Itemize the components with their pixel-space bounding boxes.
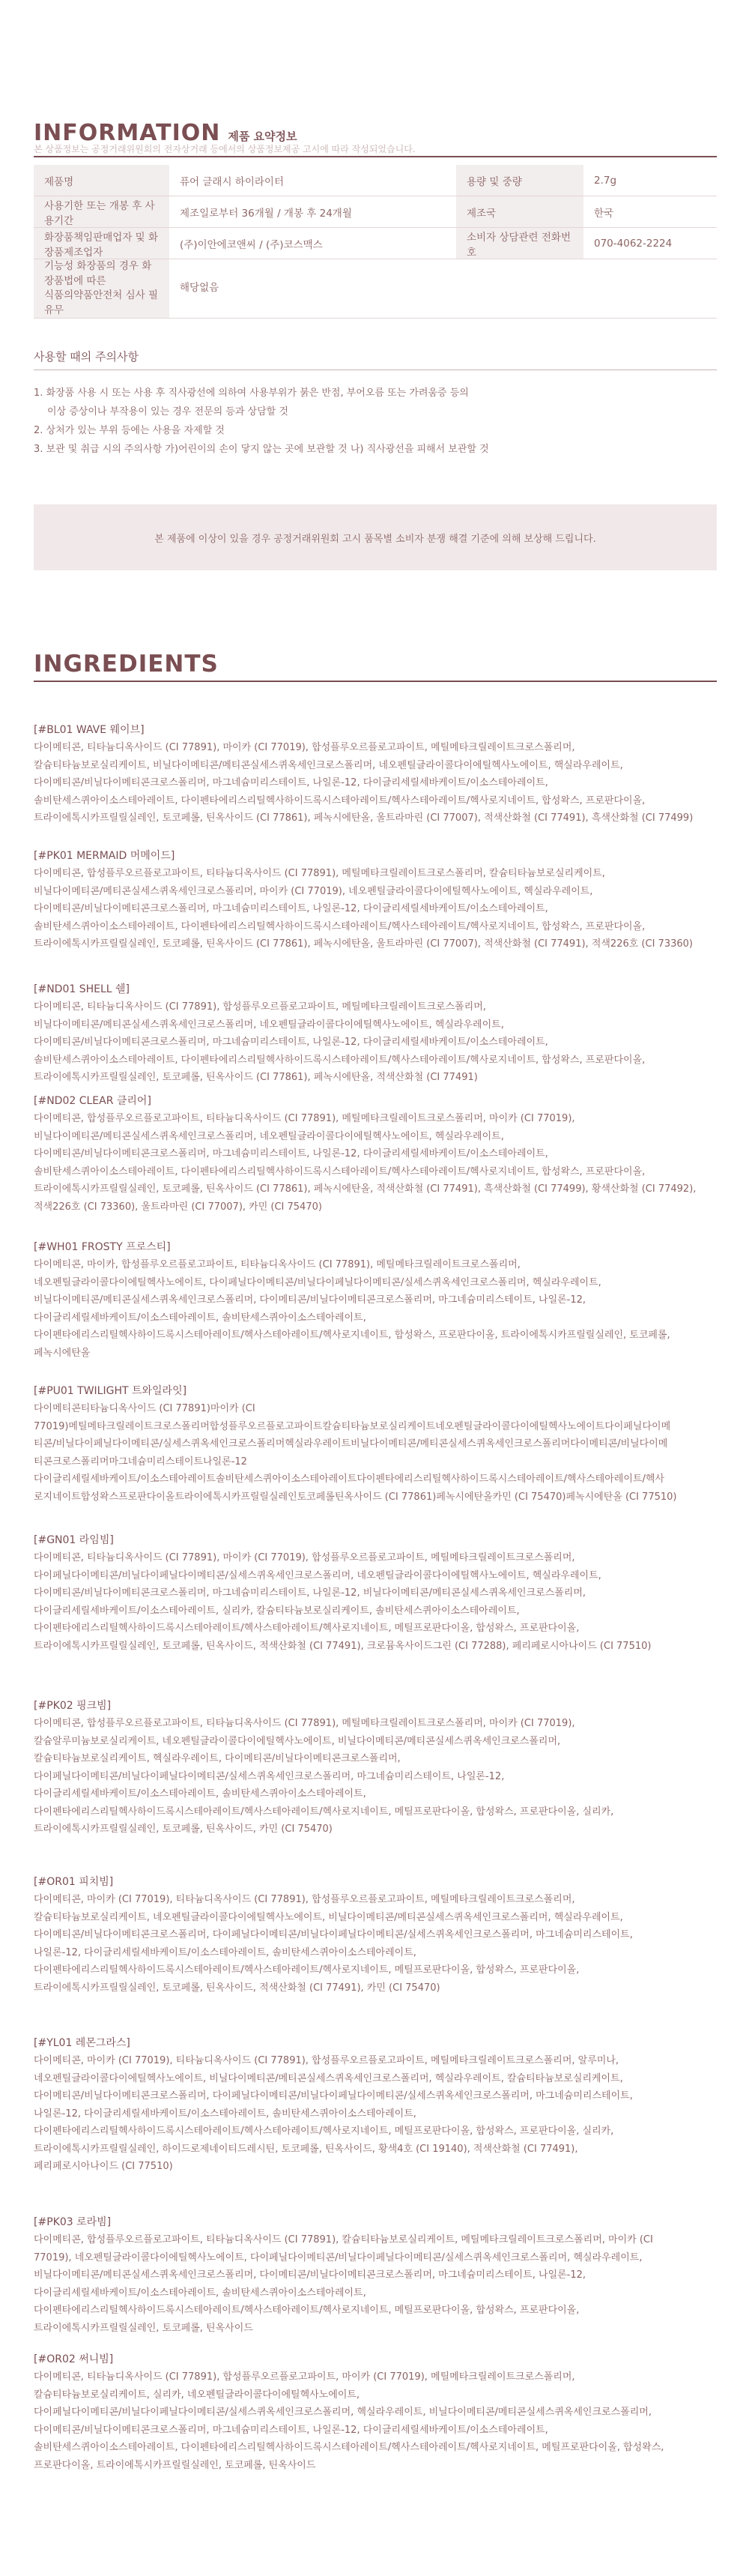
ingredient-block [34,1382,717,1506]
ingredient-line: 다이펜타에리스리틸헥사하이드록시스테아레이트/헥사스테아레이트/헥사로지네이트, 합성왁스, 프로판다이올, 트라이에톡시카프릴릴실레인, 토코페롤, [34,1330,670,1341]
info-label: 제품명 [34,165,169,196]
ingredient-line: 나일론-12, 다이글리세릴세바케이트/이소스테아레이트, 솔비탄세스퀴아이소스테아레이트, [34,1946,416,1958]
information-subtitle: 제품 요약정보 [228,130,297,143]
info-value: 2.7g [583,165,717,196]
info-label: 용량 및 중량 [456,165,583,196]
ingredient-line: 다이페닐다이메티콘/비닐다이페닐다이메티콘/실세스퀴옥세인크로스폴리머, 마그네슘미리스테이트, 나일론-12, [34,1770,505,1782]
ingredient-line: 다이메티콘/비닐다이메티콘크로스폴리머, 마그네슘미리스테이트, 나일론-12, 다이글리세릴세바케이트/이소스테아레이트, [34,2424,548,2436]
info-value: 한국 [583,196,717,228]
info-row [34,228,717,259]
info-value: 퓨어 글래시 하이라이터 [169,165,456,196]
info-value: 070-4062-2224 [583,228,717,259]
information-title: INFORMATION [34,120,221,146]
info-row [34,259,717,319]
ingredient-line: 다이펜타에리스리틸헥사하이드록시스테아레이트/헥사스테아레이트/헥사로지네이트, 메틸프로판다이올, 합성왁스, 프로판다이올, [34,1964,580,1976]
ingredient-line: 적색226호 (CI 73360), 울트라마린 (CI 77007), 카민 (CI 75470) [34,1201,322,1213]
ingredient-block [34,1873,717,1997]
ingredient-line: 트라이에톡시카프릴릴실레인, 토코페롤, 틴옥사이드, 적색산화철 (CI 77491), 크로뮴옥사이드그린 (CI 77288), 페리페로시아나이드 (CI 77510) [34,1640,652,1652]
ingredient-line: 다이메티콘/비닐다이메티콘크로스폴리머, 다이페닐다이메티콘/비닐다이페닐다이메티콘/실세스퀴옥세인크로스폴리머, 마그네슘미리스테이트, [34,2090,633,2102]
ingredient-line: 다이메티콘, 마이카, 합성플루오르플로고파이트, 티타늄디옥사이드 (CI 77891), 메틸메타크릴레이트크로스폴리머, [34,1259,521,1270]
ingredient-line: 다이메티콘, 합성플루오르플로고파이트, 티타늄디옥사이드 (CI 77891), 메틸메타크릴레이트크로스폴리머, 마이카 (CI 77019), [34,1718,575,1729]
ingredient-line: 다이펜타에리스리틸헥사하이드록시스테아레이트/헥사스테아레이트/헥사로지네이트, 메틸프로판다이올, 합성왁스, 프로판다이올, [34,1623,580,1634]
caution-list [34,384,708,459]
ingredient-line: 다이메티콘/비닐다이메티콘크로스폴리머, 마그네슘미리스테이트, 나일론-12, 다이글리세릴세바케이트/이소스테아레이트, [34,903,548,914]
ingredient-line: 다이글리세릴세바케이트/이소스테아레이트, 솔비탄세스퀴아이소스테아레이트, [34,2287,366,2299]
ingredient-line: 다이메티콘, 합성플루오르플로고파이트, 티타늄디옥사이드 (CI 77891), 메틸메타크릴레이트크로스폴리머, 칼슘티타늄보로실리케이트, [34,868,605,879]
ingredient-line: 프로판다이올, 트라이에톡시카프릴릴실레인, 토코페롤, 틴옥사이드 [34,2459,316,2471]
ingredient-block [34,847,717,953]
information-table [34,165,717,319]
ingredient-line: 다이글리세릴세바케이트/이소스테아레이트, 솔비탄세스퀴아이소스테아레이트, [34,1312,366,1324]
ingredient-line: 비닐다이메티콘/메티콘실세스퀴옥세인크로스폴리머, 다이메티콘/비닐다이메티콘크로스폴리머, 마그네슘미리스테이트, 나일론-12, [34,2269,586,2281]
ingredient-line: 비닐다이메티콘/메티콘실세스퀴옥세인크로스폴리머, 네오펜틸글라이콜다이에틸헥사노에이트, 헥실라우레이트, [34,1130,504,1142]
ingredient-line: 트라이에톡시카프릴릴실레인, 토코페롤, 틴옥사이드 (CI 77861), 페녹시에탄올, 적색산화철 (CI 77491), 흑색산화철 (CI 77499), 황색산화철 (CI 77492), [34,1183,697,1195]
info-empty-cell [456,259,583,319]
ingredient-line: 칼슘알루미늄보로실리케이트, 네오펜틸글라이콜다이에틸헥사노에이트, 비닐다이메티콘/메티콘실세스퀴옥세인크로스폴리머, [34,1735,561,1747]
information-note: 본 상품정보는 공정거래위원회의 전자상거래 등에서의 상품정보제공 고시에 따라 작성되었습니다. [34,144,416,154]
ingredient-line: 다이메티콘/비닐다이메티콘크로스폴리머, 마그네슘미리스테이트, 나일론-12, 다이글리세릴세바케이트/이소스테아레이트, [34,1037,548,1048]
ingredient-line: 다이메티콘/비닐다이메티콘크로스폴리머, 마그네슘미리스테이트, 나일론-12, 비닐다이메티콘/메티콘실세스퀴옥세인크로스폴리머, [34,1587,586,1599]
ingredient-shade-name: [#OR01 피치빔] [34,1876,114,1888]
ingredient-line: 트라이에톡시카프릴릴실레인, 토코페롤, 틴옥사이드 [34,2322,253,2334]
ingredient-line: 네오펜틸글라이콜다이에틸헥사노에이트, 다이페닐다이메티콘/비닐다이페닐다이메티콘/실세스퀴옥세인크로스폴리머, 헥실라우레이트, [34,1276,601,1288]
ingredient-shade-name: [#PU01 TWILIGHT 트와일라잇] [34,1385,187,1397]
ingredient-shade-name: [#PK03 로라빔] [34,2216,112,2228]
ingredient-line: 다이메티콘, 티타늄디옥사이드 (CI 77891), 마이카 (CI 77019), 합성플루오르플로고파이트, 메틸메타크릴레이트크로스폴리머, [34,1552,575,1563]
ingredient-block [34,2350,717,2474]
ingredient-shade-name: [#ND01 SHELL 쉘] [34,983,130,995]
ingredient-line: 다이글리세릴세바케이트/이소스테아레이트, 실리카, 칼슘티타늄보로실리케이트, 솔비탄세스퀴아이소스테아레이트, [34,1605,520,1617]
ingredient-shade-name: [#PK01 MERMAID 머메이드] [34,850,175,862]
ingredient-line: 로지네이트합성왁스프로판다이올트라이에톡시카프릴릴실레인토코페롤틴옥사이드 (CI 77861)페녹시에탄올카민 (CI 75470)페녹시에탄올 (CI 77510) [34,1491,677,1503]
info-row [34,165,717,196]
ingredient-block [34,1697,717,1839]
ingredient-line: 다이메티콘티타늄디옥사이드 (CI 77891)마이카 (CI [34,1403,255,1414]
ingredients-divider [34,681,717,682]
caution-divider [34,369,717,370]
ingredient-line: 다이메티콘, 마이카 (CI 77019), 티타늄디옥사이드 (CI 77891), 합성플루오르플로고파이트, 메틸메타크릴레이트크로스폴리머, [34,1894,575,1905]
info-row [34,196,717,228]
ingredient-line: 칼슘티타늄보로실리케이트, 네오펜틸글라이콜다이에틸헥사노에이트, 비닐다이메티콘/메티콘실세스퀴옥세인크로스폴리머, 헥실라우레이트, [34,1911,623,1923]
ingredient-line: 다이페닐다이메티콘/비닐다이페닐다이메티콘/실세스퀴옥세인크로스폴리머, 네오펜틸글라이콜다이에틸헥사노에이트, 헥실라우레이트, [34,1569,601,1581]
ingredient-line: 솔비탄세스퀴아이소스테아레이트, 다이펜타에리스리틸헥사하이드록시스테아레이트/헥사스테아레이트/헥사로지네이트, 합성왁스, 프로판다이올, [34,920,646,932]
ingredient-line: 솔비탄세스퀴아이소스테아레이트, 다이펜타에리스리틸헥사하이드록시스테아레이트/헥사스테아레이트/헥사로지네이트, 합성왁스, 프로판다이올, [34,794,646,806]
ingredient-line: 티콘크로스폴리머마그네슘미리스테이트나일론-12 [34,1456,247,1468]
ingredient-line: 다이메티콘, 티타늄디옥사이드 (CI 77891), 합성플루오르플로고파이트, 메틸메타크릴레이트크로스폴리머, [34,1001,486,1013]
info-value: 해당없음 [169,259,456,319]
info-label: 화장품책임판매업자 및 화장품제조업자 [34,228,169,259]
ingredient-line: 티콘/비닐다이페닐다이메티콘/실세스퀴옥세인크로스폴리머헥실라우레이트비닐다이메티콘/메티콘실세스퀴옥세인크로스폴리머다이메티콘/비닐다이메 [34,1438,668,1450]
ingredient-line: 비닐다이메티콘/메티콘실세스퀴옥세인크로스폴리머, 다이메티콘/비닐다이메티콘크로스폴리머, 마그네슘미리스테이트, 나일론-12, [34,1294,586,1306]
ingredient-line: 다이펜타에리스리틸헥사하이드록시스테아레이트/헥사스테아레이트/헥사로지네이트, 메틸프로판다이올, 합성왁스, 프로판다이올, [34,2305,580,2316]
ingredient-line: 다이메티콘/비닐다이메티콘크로스폴리머, 다이페닐다이메티콘/비닐다이페닐다이메티콘/실세스퀴옥세인크로스폴리머, 마그네슘미리스테이트, [34,1929,633,1940]
ingredient-block [34,980,717,1087]
ingredient-line: 다이메티콘, 마이카 (CI 77019), 티타늄디옥사이드 (CI 77891), 합성플루오르플로고파이트, 메틸메타크릴레이트크로스폴리머, 알루미나, [34,2055,619,2066]
compensation-notice [34,504,717,570]
info-value: (주)이안에코앤씨 / (주)코스맥스 [169,228,456,259]
ingredient-line: 트라이에톡시카프릴릴실레인, 토코페롤, 틴옥사이드 (CI 77861), 페녹시에탄올, 울트라마린 (CI 77007), 적색산화철 (CI 77491), 흑색산화철 (CI 77499) [34,812,694,824]
ingredient-line: 트라이에톡시카프릴릴실레인, 토코페롤, 틴옥사이드 (CI 77861), 페녹시에탄올, 적색산화철 (CI 77491) [34,1072,478,1083]
ingredient-shade-name: [#GN01 라임빔] [34,1534,114,1546]
ingredient-line: 나일론-12, 다이글리세릴세바케이트/이소스테아레이트, 솔비탄세스퀴아이소스테아레이트, [34,2108,416,2120]
ingredient-shade-name: [#ND02 CLEAR 클리어] [34,1095,151,1107]
ingredient-line: 다이메티콘, 티타늄디옥사이드 (CI 77891), 마이카 (CI 77019), 합성플루오르플로고파이트, 메틸메타크릴레이트크로스폴리머, [34,742,575,753]
ingredient-line: 칼슘티타늄보로실리케이트, 실리카, 네오펜틸글라이콜다이에틸헥사노에이트, [34,2389,360,2401]
ingredient-line: 다이페닐다이메티콘/비닐다이페닐다이메티콘/실세스퀴옥세인크로스폴리머, 헥실라우레이트, 비닐다이메티콘/메티콘실세스퀴옥세인크로스폴리머, [34,2407,652,2418]
info-label: 사용기한 또는 개봉 후 사용기간 [34,196,169,228]
ingredient-line: 다이메티콘, 티타늄디옥사이드 (CI 77891), 합성플루오르플로고파이트, 마이카 (CI 77019), 메틸메타크릴레이트크로스폴리머, [34,2371,575,2383]
ingredient-line: 트라이에톡시카프릴릴실레인, 토코페롤, 틴옥사이드 (CI 77861), 페녹시에탄올, 울트라마린 (CI 77007), 적색산화철 (CI 77491), 적색226호 (CI 73360) [34,938,693,950]
ingredient-block [34,721,717,827]
ingredient-line: 다이메티콘, 합성플루오르플로고파이트, 티타늄디옥사이드 (CI 77891), 메틸메타크릴레이트크로스폴리머, 마이카 (CI 77019), [34,1113,575,1124]
ingredient-line: 비닐다이메티콘/메티콘실세스퀴옥세인크로스폴리머, 마이카 (CI 77019), 네오펜틸글라이콜다이에틸헥사노에이트, 헥실라우레이트, [34,885,593,897]
caution-title: 사용할 때의 주의사항 [34,350,139,364]
ingredient-line: 다이메티콘/비닐다이메티콘크로스폴리머, 마그네슘미리스테이트, 나일론-12, 다이글리세릴세바케이트/이소스테아레이트, [34,1148,548,1159]
info-label: 기능성 화장품의 경우 화장품법에 따른 식품의약품안전처 심사 필 유무 [34,259,169,319]
ingredient-line: 페녹시에탄올 [34,1347,91,1359]
info-value: 제조일로부터 36개월 / 개봉 후 24개월 [169,196,456,228]
ingredient-line: 다이펜타에리스리틸헥사하이드록시스테아레이트/헥사스테아레이트/헥사로지네이트, 메틸프로판다이올, 합성왁스, 프로판다이올, 실리카, [34,1806,614,1818]
ingredient-line: 다이메티콘, 합성플루오르플로고파이트, 티타늄디옥사이드 (CI 77891), 칼슘티타늄보로실리케이트, 메틸메타크릴레이트크로스폴리머, 마이카 (CI [34,2234,653,2245]
ingredient-block [34,1238,717,1362]
ingredient-shade-name: [#BL01 WAVE 웨이브] [34,724,145,736]
ingredient-line: 트라이에톡시카프릴릴실레인, 토코페롤, 틴옥사이드, 카민 (CI 75470) [34,1824,333,1835]
ingredient-block [34,2034,717,2176]
ingredient-line: 네오펜틸글라이콜다이에틸헥사노에이트, 비닐다이메티콘/메티콘실세스퀴옥세인크로스폴리머, 헥실라우레이트, 칼슘티타늄보로실리케이트, [34,2072,623,2084]
ingredient-line: 다이글리세릴세바케이트/이소스테아레이트솔비탄세스퀴아이소스테아레이트다이펜타에리스리틸헥사하이드록시스테아레이트/헥사스테아레이트/헥사 [34,1473,664,1485]
ingredient-line: 트라이에톡시카프릴릴실레인, 하이드로제네이티드레시틴, 토코페롤, 틴옥사이드, 황색4호 (CI 19140), 적색산화철 (CI 77491), [34,2143,578,2155]
ingredient-line: 77019), 네오펜틸글라이콜다이에틸헥사노에이트, 다이페닐다이메티콘/비닐다이페닐다이메티콘/실세스퀴옥세인크로스폴리머, 헥실라우레이트, [34,2251,643,2263]
caution-item: 3. 보관 및 취급 시의 주의사항 가)어린이의 손이 닿지 않는 곳에 보관할 것 나) 직사광선을 피해서 보관할 것 [34,444,489,455]
ingredient-line: 솔비탄세스퀴아이소스테아레이트, 다이펜타에리스리틸헥사하이드록시스테아레이트/헥사스테아레이트/헥사로지네이트, 합성왁스, 프로판다이올, [34,1054,646,1066]
ingredient-line: 칼슘티타늄보로실리케이트, 비닐다이메티콘/메티콘실세스퀴옥세인크로스폴리머, 네오펜틸글라이콜다이에틸헥사노에이트, 핵실라우레이트, [34,759,623,771]
caution-item: 이상 증상이나 부작용이 있는 경우 전문의 등과 상담할 것 [47,406,288,417]
ingredient-line: 솔비탄세스퀴아이소스테아레이트, 다이펜타에리스리틸헥사하이드록시스테아레이트/헥사스테아레이트/헥사로지네이트, 메틸프로판다이올, 합성왁스, [34,2442,664,2453]
ingredient-line: 칼슘티타늄보로실리케이트, 헥실라우레이트, 다이메티콘/비닐다이메티콘크로스폴리머, [34,1753,401,1764]
ingredients-title: INGREDIENTS [34,651,219,678]
ingredient-shade-name: [#PK02 핑크빔] [34,1700,112,1712]
info-empty-cell [583,259,717,319]
compensation-notice-text: 본 제품에 이상이 있을 경우 공정거래위원회 고시 품목별 소비자 분쟁 해결 기준에 의해 보상해 드립니다. [154,533,596,545]
info-label: 소비자 상담관련 전화번호 [456,228,583,259]
ingredient-block [34,1092,717,1216]
ingredient-line: 다이글리세릴세바케이트/이소스테아레이트, 솔비탄세스퀴아이소스테아레이트, [34,1788,366,1800]
ingredient-shade-name: [#YL01 레몬그라스] [34,2037,130,2049]
ingredient-line: 77019)메틸메타크릴레이트크로스폴리머합성플루오르플로고파이트칼슘티타늄보로실리케이트네오펜틸글라이콜다이에틸헥사노에이트다이페닐다이메 [34,1420,671,1432]
ingredient-line: 솔비탄세스퀴아이소스테아레이트, 다이펜타에리스리틸헥사하이드록시스테아레이트/헥사스테아레이트/헥사로지네이트, 합성왁스, 프로판다이올, [34,1165,646,1177]
ingredient-shade-name: [#WH01 FROSTY 프로스티] [34,1241,171,1253]
information-divider [34,156,717,157]
caution-item: 1. 화장품 사용 시 또는 사용 후 직사광선에 의하여 사용부위가 붉은 반점, 부어오름 또는 가려움증 등의 [34,387,469,399]
info-label: 제조국 [456,196,583,228]
ingredient-shade-name: [#OR02 써니빔] [34,2353,114,2365]
ingredient-block [34,1531,717,1655]
caution-item: 2. 상처가 있는 부위 등에는 사용을 자제할 것 [34,425,225,436]
ingredient-line: 비닐다이메티콘/메티콘실세스퀴옥세인크로스폴리머, 네오펜틸글라이콜다이에틸헥사노에이트, 헥실라우레이트, [34,1019,504,1031]
ingredient-line: 다이펜타에리스리틸헥사하이드록시스테아레이트/헥사스테아레이트/헥사로지네이트, 메틸프로판다이올, 합성왁스, 프로판다이올, 실리카, [34,2126,614,2137]
ingredient-line: 다이메티콘/비닐다이메티콘크로스폴리머, 마그네슘미리스테이트, 나일론-12, 다이글리세릴세바케이트/이소스테아레이트, [34,777,548,788]
ingredient-line: 트라이에톡시카프릴릴실레인, 토코페롤, 틴옥사이드, 적색산화철 (CI 77491), 카민 (CI 75470) [34,1982,440,1994]
ingredient-block [34,2213,717,2337]
ingredient-line: 페리페로시아나이드 (CI 77510) [34,2161,173,2172]
